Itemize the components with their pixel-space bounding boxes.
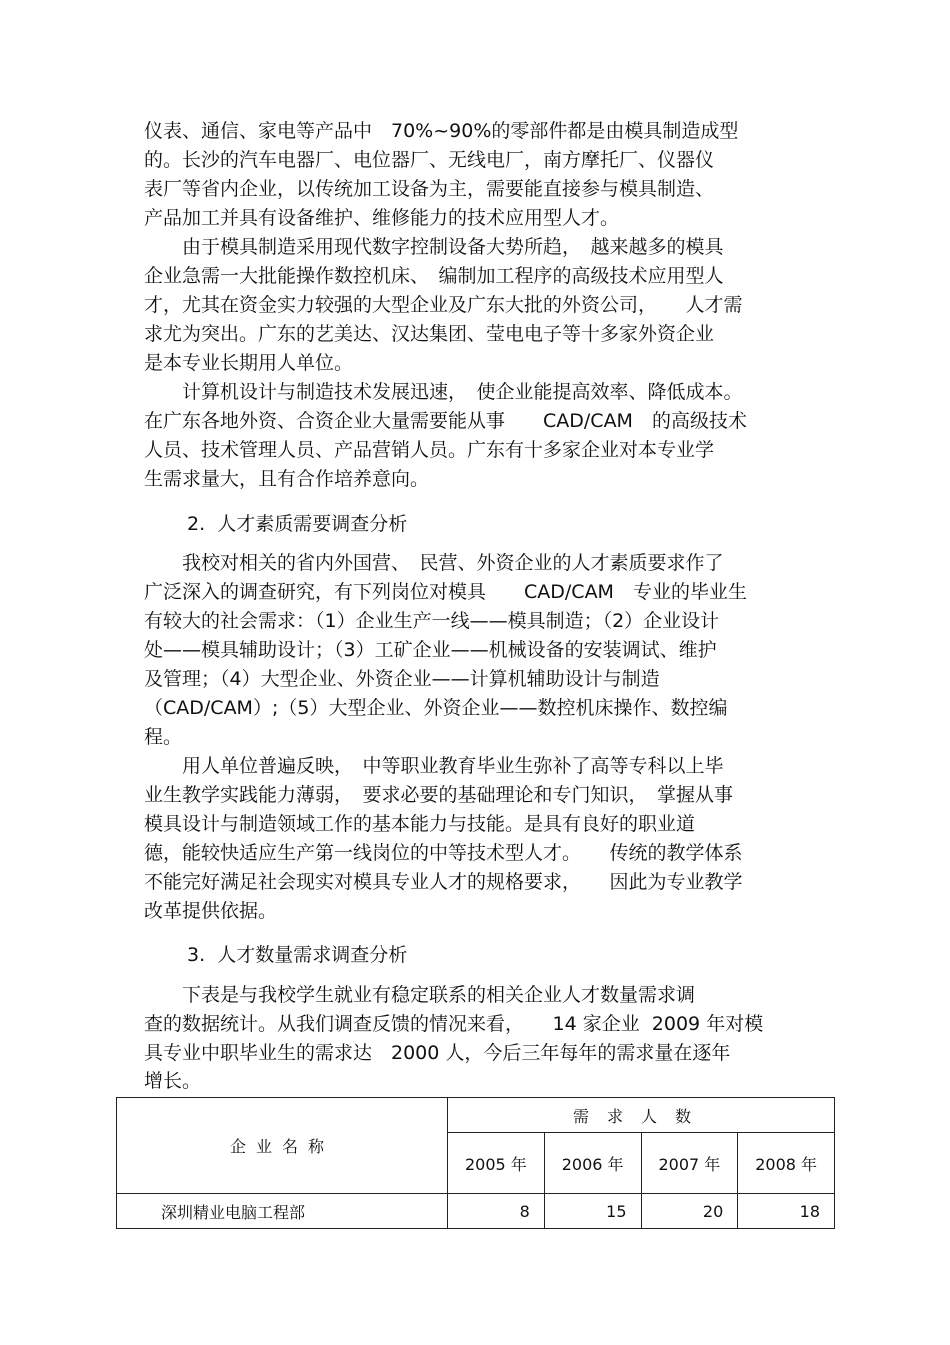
text-line: 不能完好满足社会现实对模具专业人才的规格要求， 因此为专业教学 — [144, 871, 743, 893]
company-name-header: 企业名称 — [117, 1098, 448, 1194]
text-line: 仪表、通信、家电等产品中 70%~90%的零部件都是由模具制造成型 — [144, 120, 739, 142]
text-line: 表厂等省内企业，以传统加工设备为主，需要能直接参与模具制造、 — [144, 178, 715, 200]
text-line: 是本专业长期用人单位。 — [144, 352, 354, 374]
text-line: 才，尤其在资金实力较强的大型企业及广东大批的外资公司， 人才需 — [144, 294, 743, 316]
text-line: 有较大的社会需求：（1）企业生产一线——模具制造；（2）企业设计 — [144, 610, 720, 632]
text-line: 由于模具制造采用现代数字控制设备大势所趋， 越来越多的模具 — [144, 236, 724, 258]
demand-count-header: 需求人数 — [448, 1098, 835, 1133]
text-line: 我校对相关的省内外国营、 民营、外资企业的人才素质要求作了 — [144, 552, 724, 574]
text-line: 的。长沙的汽车电器厂、电位器厂、无线电厂，南方摩托厂、仪器仪 — [144, 149, 715, 171]
text-line: 在广东各地外资、合资企业大量需要能从事 CAD/CAM 的高级技术 — [144, 410, 747, 432]
value-cell: 18 — [738, 1194, 835, 1229]
text-line: 处——模具辅助设计；（3）工矿企业——机械设备的安装调试、维护 — [144, 639, 717, 661]
demand-table — [116, 1097, 835, 1229]
text-line: 生需求量大，且有合作培养意向。 — [144, 468, 430, 490]
year-header: 2007 年 — [641, 1133, 738, 1194]
value-cell: 20 — [641, 1194, 738, 1229]
text-line: 广泛深入的调查研究，有下列岗位对模具 CAD/CAM 专业的毕业生 — [144, 581, 747, 603]
company-cell: 深圳精业电脑工程部 — [117, 1194, 448, 1229]
text-line: 计算机设计与制造技术发展迅速， 使企业能提高效率、降低成本。 — [144, 381, 743, 403]
text-line: 产品加工并具有设备维护、维修能力的技术应用型人才。 — [144, 207, 620, 229]
table-row — [117, 1194, 835, 1229]
text-line: 求尤为突出。广东的艺美达、汉达集团、莹电电子等十多家外资企业 — [144, 323, 715, 345]
text-line: 具专业中职毕业生的需求达 2000 人，今后三年每年的需求量在逐年 — [144, 1042, 731, 1064]
text-line: 用人单位普遍反映， 中等职业教育毕业生弥补了高等专科以上毕 — [144, 755, 724, 777]
text-line: 增长。 — [144, 1070, 202, 1092]
section-heading: 3. 人才数量需求调查分析 — [187, 944, 408, 966]
year-header: 2006 年 — [544, 1133, 641, 1194]
text-line: 程。 — [144, 726, 183, 748]
value-cell: 15 — [544, 1194, 641, 1229]
text-line: （CAD/CAM）;（5）大型企业、外资企业——数控机床操作、数控编 — [144, 697, 728, 719]
text-line: 业生教学实践能力薄弱， 要求必要的基础理论和专门知识， 掌握从事 — [144, 784, 734, 806]
value-cell: 8 — [448, 1194, 545, 1229]
text-line: 德，能较快适应生产第一线岗位的中等技术型人才。 传统的教学体系 — [144, 842, 743, 864]
text-line: 企业急需一大批能操作数控机床、 编制加工程序的高级技术应用型人 — [144, 265, 724, 287]
text-line: 下表是与我校学生就业有稳定联系的相关企业人才数量需求调 — [144, 984, 696, 1006]
text-line: 人员、技术管理人员、产品营销人员。广东有十多家企业对本专业学 — [144, 439, 715, 461]
section-heading: 2. 人才素质需要调查分析 — [187, 513, 408, 535]
text-line: 查的数据统计。从我们调查反馈的情况来看， 14 家企业 2009 年对模 — [144, 1013, 764, 1035]
text-line: 改革提供依据。 — [144, 900, 278, 922]
text-line: 模具设计与制造领域工作的基本能力与技能。是具有良好的职业道 — [144, 813, 696, 835]
year-header: 2005 年 — [448, 1133, 545, 1194]
text-line: 及管理；（4）大型企业、外资企业——计算机辅助设计与制造 — [144, 668, 660, 690]
year-header: 2008 年 — [738, 1133, 835, 1194]
